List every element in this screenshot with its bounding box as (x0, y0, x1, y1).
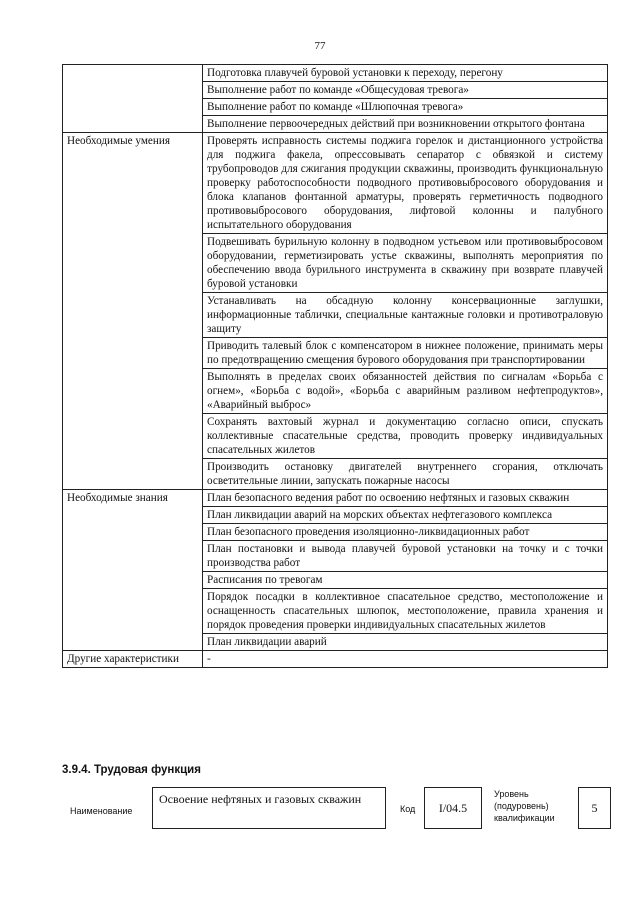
table-row (63, 490, 608, 507)
table-cell: План ликвидации аварий на морских объектах нефтегазового комплекса (203, 507, 608, 524)
table-cell: Подвешивать бурильную колонну в подводном устьевом или противовыбросовом оборудовании, герметизировать устье скважины, выполнять мероприятия по обеспечению ввода бурильного инструмента в скважину при возврате плавучей буровой установки (203, 234, 608, 293)
table-cell: План безопасного проведения изоляционно-ликвидационных работ (203, 524, 608, 541)
table-cell: Производить остановку двигателей внутреннего сгорания, отключать осветительные линии, запускать пожарные насосы (203, 459, 608, 490)
table-cell: Выполнение работ по команде «Шлюпочная тревога» (203, 99, 608, 116)
table-cell: План постановки и вывода плавучей буровой установки на точку и с точки производства работ (203, 541, 608, 572)
code-label: Код (400, 804, 416, 814)
table-cell: - (203, 651, 608, 668)
table-cell: Расписания по тревогам (203, 572, 608, 589)
table-cell: Выполнение работ по команде «Общесудовая тревога» (203, 82, 608, 99)
table-cell: Порядок посадки в коллективное спасательное средство, местоположение и оснащенность спасательных шлюпок, местоположение, правила хранения и порядок проведения проверки индивидуальных спасательных жилетов (203, 589, 608, 634)
name-value: Освоение нефтяных и газовых скважин (159, 792, 362, 806)
level-label: Уровень (подуровень) квалификации (494, 789, 555, 823)
table-cell: Подготовка плавучей буровой установки к переходу, перегону (203, 65, 608, 82)
table-cell: Приводить талевый блок с компенсатором в нижнее положение, принимать меры по предотвращению смещения бурового оборудования при транспортировании (203, 338, 608, 369)
table-row (63, 651, 608, 668)
row-label: Необходимые знания (63, 490, 203, 651)
requirements-table (62, 64, 608, 668)
level-value: 5 (591, 801, 598, 815)
row-label (63, 65, 203, 133)
table-row (63, 65, 608, 82)
name-box (152, 787, 386, 829)
table-cell: Выполнение первоочередных действий при возникновении открытого фонтана (203, 116, 608, 133)
page-number: 77 (314, 40, 326, 52)
table-cell: Проверять исправность системы поджига горелок и дистанционного устройства для поджига факела, опрессовывать сепаратор с обвязкой и систему трубопроводов для сжигания продукции скважины, производить функциональную проверку работоспособности подводного противовыбросового оборудования и блока клапанов фонтанной арматуры, проверять герметичность подводного противовыбросового оборудования, лифтовой колонны и палубного испытательного оборудования (203, 133, 608, 234)
row-label: Другие характеристики (63, 651, 203, 668)
level-box (578, 787, 611, 829)
code-value: I/04.5 (438, 801, 468, 815)
name-label: Наименование (70, 806, 133, 816)
table-cell: Устанавливать на обсадную колонну консервационные заглушки, информационные таблички, специальные кантажные головки и противотраловую защиту (203, 293, 608, 338)
table-row (63, 133, 608, 234)
section-title: 3.9.4. Трудовая функция (62, 764, 201, 776)
table-cell: Выполнять в пределах своих обязанностей действия по сигналам «Борьба с огнем», «Борьба с водой», «Борьба с аварийным разливом нефтепродуктов», «Аварийный выброс» (203, 369, 608, 414)
code-box (424, 787, 482, 829)
row-label: Необходимые умения (63, 133, 203, 490)
table-cell: План безопасного ведения работ по освоению нефтяных и газовых скважин (203, 490, 608, 507)
table-cell: План ликвидации аварий (203, 634, 608, 651)
table-cell: Сохранять вахтовый журнал и документацию согласно описи, спускать коллективные спасательные средства, проводить проверку индивидуальных спасательных жилетов (203, 414, 608, 459)
